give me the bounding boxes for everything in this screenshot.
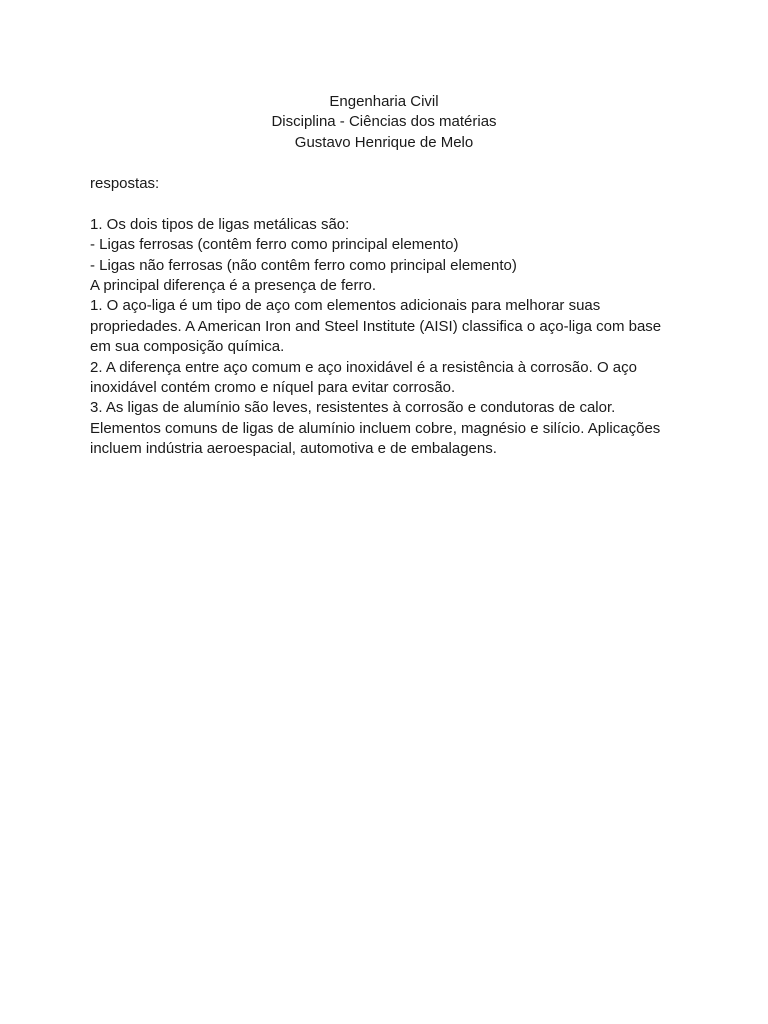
text-line: - Ligas ferrosas (contêm ferro como principal elemento) — [90, 236, 459, 254]
text-line: 1. O aço-liga é um tipo de aço com elementos adicionais para melhorar suas — [90, 297, 601, 315]
blank-line — [90, 194, 680, 214]
text-line: 3. As ligas de alumínio são leves, resistentes à corrosão e condutoras de calor. — [90, 399, 616, 417]
text-line: A principal diferença é a presença de ferro. — [90, 277, 377, 295]
text-line: propriedades. A American Iron and Steel Institute (AISI) classifica o aço-liga com base — [90, 317, 662, 335]
text-line: em sua composição química. — [90, 338, 285, 356]
text-line: incluem indústria aeroespacial, automotiva e de embalagens. — [90, 440, 497, 458]
text-line: 1. Os dois tipos de ligas metálicas são: — [90, 215, 350, 233]
course-title: Engenharia Civil — [329, 93, 439, 110]
text-line: inoxidável contém cromo e níquel para evitar corrosão. — [90, 379, 456, 397]
document-header — [0, 92, 768, 153]
discipline-title: Disciplina - Ciências dos matérias — [271, 113, 497, 131]
text-line: - Ligas não ferrosas (não contêm ferro como principal elemento) — [90, 256, 517, 274]
author-name: Gustavo Henrique de Melo — [294, 133, 474, 151]
text-line: Elementos comuns de ligas de alumínio incluem cobre, magnésio e silício. Aplicações — [90, 419, 661, 437]
text-line: 2. A diferença entre aço comum e aço inoxidável é a resistência à corrosão. O aço — [90, 358, 637, 376]
intro-label: respostas: — [90, 175, 160, 192]
document-body — [90, 174, 680, 460]
